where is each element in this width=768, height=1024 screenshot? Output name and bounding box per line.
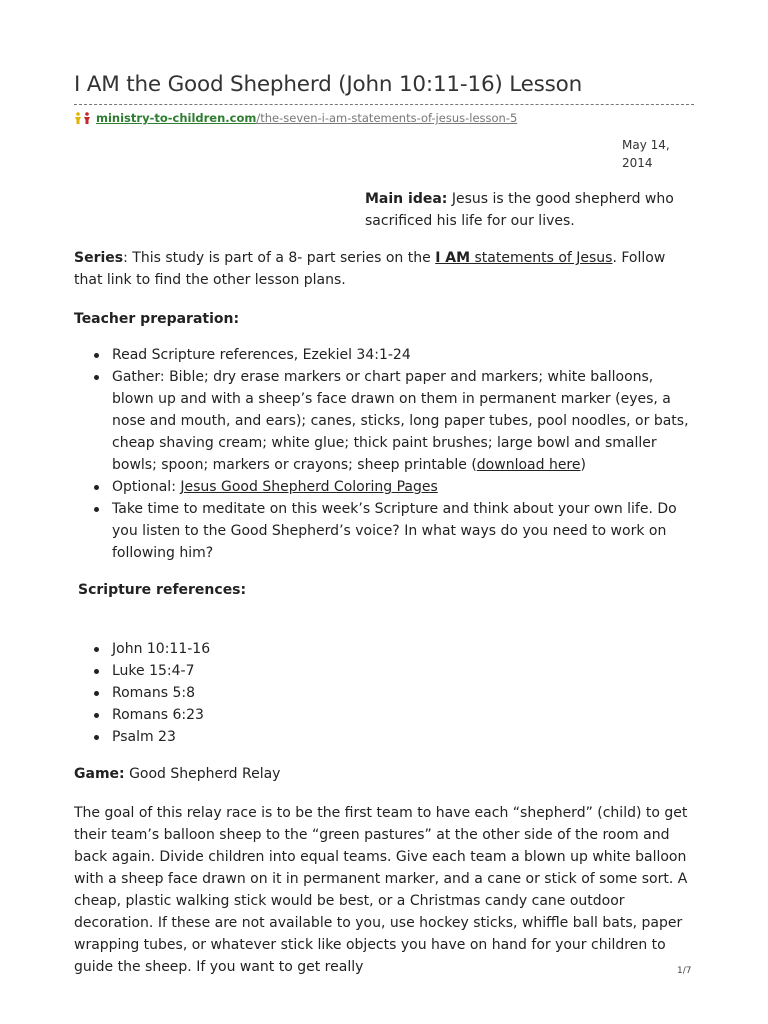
list-item: Luke 15:4-7: [74, 660, 694, 682]
list-item: [74, 498, 694, 564]
list-item: [74, 476, 694, 498]
list-item: Romans 5:8: [74, 682, 694, 704]
main-idea: [365, 188, 695, 232]
i-am-link-rest: statements of Jesus: [470, 250, 613, 266]
prep-item-2-after: ): [580, 457, 586, 473]
series-paragraph: [74, 247, 694, 291]
source-domain-link[interactable]: ministry-to-children.com: [96, 111, 257, 125]
source-path-link[interactable]: /the-seven-i-am-statements-of-jesus-lesson-5: [256, 111, 518, 125]
page-title: I AM the Good Shepherd (John 10:11-16) Lesson: [74, 72, 583, 97]
publish-date-line-1: May 14,: [622, 138, 670, 152]
title-divider: [74, 104, 694, 105]
source-url[interactable]: [74, 111, 517, 125]
list-item: John 10:11-16: [74, 638, 694, 660]
game-text: Good Shepherd Relay: [124, 766, 281, 782]
game-label: Game:: [74, 766, 125, 782]
list-item: [74, 344, 694, 366]
coloring-pages-link[interactable]: Jesus Good Shepherd Coloring Pages: [180, 479, 438, 495]
game-line: [74, 763, 280, 785]
scripture-references-list: [74, 638, 694, 748]
scripture-references-heading: Scripture references:: [78, 582, 247, 598]
publish-date: [622, 136, 682, 172]
goal-paragraph: The goal of this relay race is to be the first team to have each “shepherd” (child) to get their team’s balloon sheep to the “green pastures” at the other side of the room and back again. Divide children into equal teams. Give each team a blown up white balloon with a sheep face drawn on it in permanent marker, and a cane or stick of some sort. A cheap, plastic walking stick would be best, or a Christmas candy cane outdoor decoration. If these are not available to you, use hockey sticks, whiffle ball bats, paper wrapping tubes, or whatever stick like objects you have on hand for your children to guide the sheep. If you want to get really: [74, 805, 688, 975]
list-item: Psalm 23: [74, 726, 694, 748]
main-idea-label: Main idea:: [365, 191, 448, 207]
main-idea-text: Jesus is the good shepherd who sacrificed his life for our lives.: [365, 191, 674, 229]
list-item: [74, 366, 694, 476]
series-text-after: . Follow that link to find the other lesson plans.: [74, 250, 666, 288]
page-number: 1/7: [677, 966, 692, 976]
list-item: Romans 6:23: [74, 704, 694, 726]
series-text-before: : This study is part of a 8- part series on the: [123, 250, 436, 266]
publish-date-line-2: 2014: [622, 156, 653, 170]
prep-item-3-text: Optional:: [112, 479, 181, 495]
prep-item-1-text: Read Scripture references, Ezekiel 34:1-24: [112, 347, 411, 363]
i-am-link-bold: I AM: [435, 250, 471, 266]
children-figures-icon: [74, 112, 92, 124]
teacher-preparation-heading: Teacher preparation:: [74, 311, 240, 327]
download-here-link[interactable]: download here: [476, 457, 581, 473]
i-am-statements-link[interactable]: [435, 250, 612, 266]
series-label: Series: [74, 250, 124, 266]
prep-item-4-text: Take time to meditate on this week’s Scripture and think about your own life. Do you listen to the Good Shepherd’s voice? In what ways do you need to work on following him?: [112, 501, 677, 561]
teacher-preparation-list: [74, 344, 694, 564]
prep-item-2-text: Gather: Bible; dry erase markers or chart paper and markers; white balloons, blown up and with a sheep’s face drawn on them in permanent marker (eyes, a nose and mouth, and ears); canes, sticks, long paper tubes, pool noodles, or bats, cheap shaving cream; white glue; thick paint brushes; large bowl and smaller bowls; spoon; markers or crayons; sheep printable (: [112, 369, 689, 473]
